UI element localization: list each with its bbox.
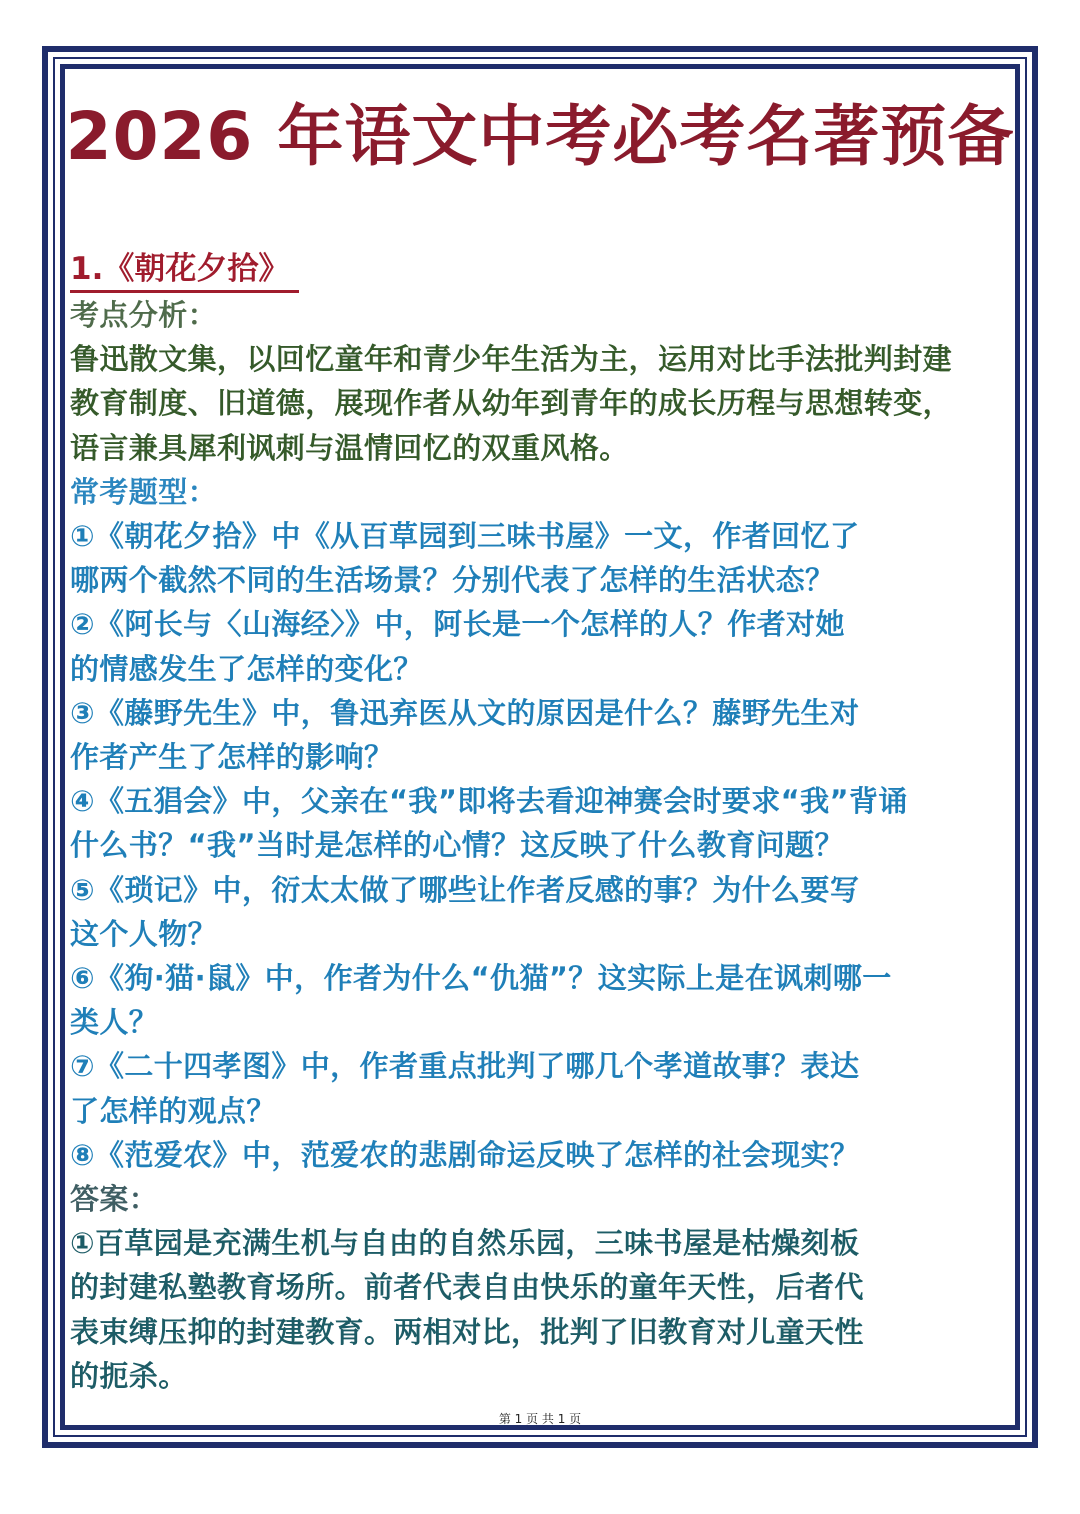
question-line: ③《藤野先生》中，鲁迅弃医从文的原因是什么？藤野先生对 <box>70 695 860 730</box>
question-line: ⑧《范爱农》中，范爱农的悲剧命运反映了怎样的社会现实？ <box>70 1137 860 1172</box>
question-line: ①《朝花夕拾》中《从百草园到三味书屋》一文，作者回忆了 <box>70 519 860 554</box>
book-heading-row <box>70 248 1014 293</box>
question-line: 类人？ <box>70 1005 159 1040</box>
page-number: 第 1 页 共 1 页 <box>498 1412 582 1426</box>
book-title: 1.《朝花夕拾》 <box>70 248 299 293</box>
analysis-line: 语言兼具犀利讽刺与温情回忆的双重风格。 <box>70 430 629 465</box>
question-line: 作者产生了怎样的影响？ <box>70 740 394 775</box>
question-line: 的情感发生了怎样的变化？ <box>70 651 423 686</box>
question-line: 什么书？“我”当时是怎样的心情？这反映了什么教育问题？ <box>70 828 844 863</box>
question-line: 哪两个截然不同的生活场景？分别代表了怎样的生活状态？ <box>70 563 835 598</box>
question-line: ②《阿长与〈山海经〉》中，阿长是一个怎样的人？作者对她 <box>70 607 845 642</box>
answer-line: ①百草园是充满生机与自由的自然乐园，三味书屋是枯燥刻板 <box>70 1226 860 1261</box>
answer-label: 答案： <box>70 1182 159 1217</box>
answer-line: 表束缚压抑的封建教育。两相对比，批判了旧教育对儿童天性 <box>70 1314 864 1349</box>
question-line: ⑥《狗·猫·鼠》中，作者为什么“仇猫”？这实际上是在讽刺哪一 <box>70 961 892 996</box>
analysis-line: 鲁迅散文集，以回忆童年和青少年生活为主，运用对比手法批判封建 <box>70 342 953 377</box>
question-line: ④《五猖会》中，父亲在“我”即将去看迎神赛会时要求“我”背诵 <box>70 784 908 819</box>
question-line: 这个人物？ <box>70 916 218 951</box>
questions-label: 常考题型： <box>70 474 218 509</box>
analysis-line: 教育制度、旧道德，展现作者从幼年到青年的成长历程与思想转变， <box>70 386 953 421</box>
answer-line: 的封建私塾教育场所。前者代表自由快乐的童年天性，后者代 <box>70 1270 864 1305</box>
question-line: 了怎样的观点？ <box>70 1093 276 1128</box>
answer-line: 的扼杀。 <box>70 1358 188 1393</box>
question-line: ⑦《二十四孝图》中，作者重点批判了哪几个孝道故事？表达 <box>70 1049 860 1084</box>
page-title: 2026 年语文中考必考名著预备 <box>65 98 1015 175</box>
content <box>70 248 1014 1398</box>
question-line: ⑤《琐记》中，衍太太做了哪些让作者反感的事？为什么要写 <box>70 872 860 907</box>
analysis-label: 考点分析： <box>70 298 218 332</box>
